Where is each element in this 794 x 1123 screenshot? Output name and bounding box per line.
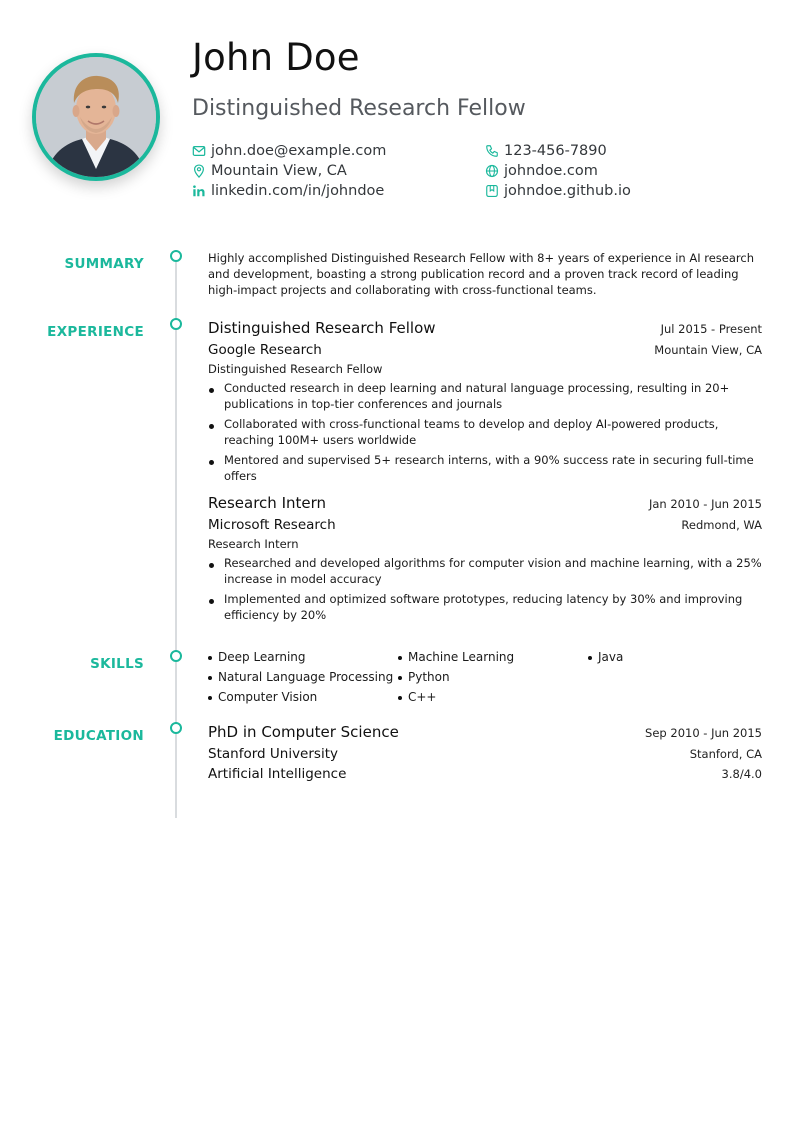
job-bullets xyxy=(208,380,762,484)
gpa: 3.8/4.0 xyxy=(721,767,762,781)
timeline-dot-summary xyxy=(170,250,182,262)
experience-entry xyxy=(208,494,762,623)
candidate-name: John Doe xyxy=(192,36,360,79)
phone-icon xyxy=(485,144,499,158)
bullet-item: Implemented and optimized software prototypes, reducing latency by 30% and improving efficiency by 20% xyxy=(208,591,762,623)
skill-item: Machine Learning xyxy=(398,650,514,664)
skill-item: C++ xyxy=(398,690,437,704)
contact-linkedin[interactable] xyxy=(192,183,384,199)
job-role: Distinguished Research Fellow xyxy=(208,362,383,376)
job-date: Jan 2010 - Jun 2015 xyxy=(648,497,762,511)
mail-icon xyxy=(192,144,206,158)
job-location: Redmond, WA xyxy=(681,518,762,532)
bullet-item: Researched and developed algorithms for computer vision and machine learning, with a 25% increase in model accuracy xyxy=(208,555,762,587)
github-text: johndoe.github.io xyxy=(504,183,631,199)
skill-item: Java xyxy=(588,650,623,664)
experience-entry xyxy=(208,319,762,484)
school-location: Stanford, CA xyxy=(689,747,762,761)
job-title: Research Intern xyxy=(208,494,327,512)
summary-section xyxy=(208,250,762,298)
job-title: Distinguished Research Fellow xyxy=(208,319,436,337)
timeline-dot-experience xyxy=(170,318,182,330)
education-date: Sep 2010 - Jun 2015 xyxy=(645,726,762,740)
contact-github[interactable] xyxy=(485,183,631,199)
job-role: Research Intern xyxy=(208,537,299,551)
job-company: Microsoft Research xyxy=(208,517,336,533)
profile-photo xyxy=(36,57,156,177)
bullet-item: Conducted research in deep learning and natural language processing, resulting in 20+ publications in top-tier conferences and journals xyxy=(208,380,762,412)
skill-item: Natural Language Processing xyxy=(208,670,393,684)
contact-phone[interactable] xyxy=(485,143,607,159)
location-text: Mountain View, CA xyxy=(211,163,347,179)
bookmark-page-icon xyxy=(485,184,499,198)
bullet-item: Collaborated with cross-functional teams to develop and deploy AI-powered products, reaching 100M+ users worldwide xyxy=(208,416,762,448)
avatar xyxy=(32,53,160,181)
timeline-dot-education xyxy=(170,722,182,734)
linkedin-icon xyxy=(192,184,206,198)
job-company: Google Research xyxy=(208,342,322,358)
phone-text: 123-456-7890 xyxy=(504,143,607,159)
school-name: Stanford University xyxy=(208,746,338,762)
section-label-summary: SUMMARY xyxy=(64,256,144,272)
section-label-experience: EXPERIENCE xyxy=(47,324,144,340)
job-bullets xyxy=(208,555,762,623)
timeline-line xyxy=(175,262,177,818)
globe-icon xyxy=(485,164,499,178)
job-date: Jul 2015 - Present xyxy=(660,322,762,336)
degree-title: PhD in Computer Science xyxy=(208,723,399,741)
contact-email[interactable] xyxy=(192,143,386,159)
candidate-headline: Distinguished Research Fellow xyxy=(192,96,526,121)
email-text: john.doe@example.com xyxy=(211,143,387,159)
summary-text: Highly accomplished Distinguished Research Fellow with 8+ years of experience in AI research and development, boasting a strong publication record and a proven track record of leading high-impact projects and collaborating with cross-functional teams. xyxy=(208,251,755,297)
timeline-dot-skills xyxy=(170,650,182,662)
website-text: johndoe.com xyxy=(504,163,598,179)
contact-website[interactable] xyxy=(485,163,598,179)
section-label-skills: SKILLS xyxy=(90,656,144,672)
job-location: Mountain View, CA xyxy=(654,343,762,357)
skill-item: Computer Vision xyxy=(208,690,317,704)
education-entry xyxy=(208,723,762,782)
skill-item: Deep Learning xyxy=(208,650,306,664)
skill-item: Python xyxy=(398,670,450,684)
linkedin-text: linkedin.com/in/johndoe xyxy=(211,183,385,199)
location-pin-icon xyxy=(192,164,206,178)
field-of-study: Artificial Intelligence xyxy=(208,766,347,782)
bullet-item: Mentored and supervised 5+ research interns, with a 90% success rate in securing full-time offers xyxy=(208,452,762,484)
contact-location xyxy=(192,163,347,179)
section-label-education: EDUCATION xyxy=(53,728,144,744)
